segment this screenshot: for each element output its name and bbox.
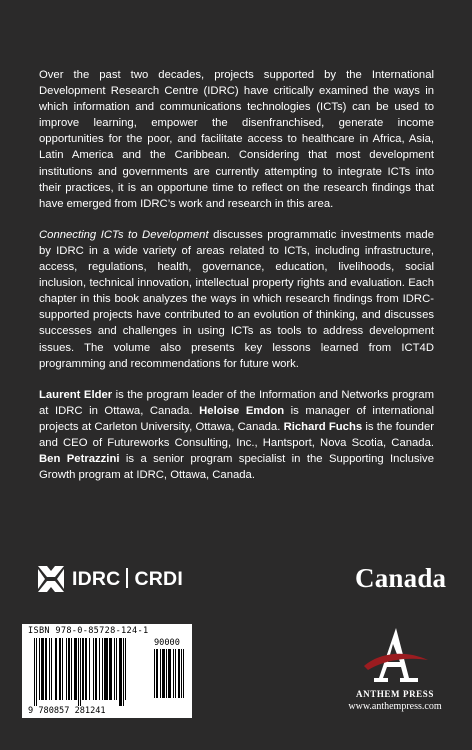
barcode-bar (123, 638, 124, 706)
price-addon-bars (154, 649, 186, 704)
author-name: Richard Fuchs (283, 420, 363, 433)
anthem-a-logo-icon (360, 626, 432, 688)
barcode-bar (93, 638, 94, 700)
barcode-bar (68, 638, 70, 700)
barcode-bar (62, 638, 63, 700)
barcode-bar (74, 638, 77, 700)
barcode-bar (34, 638, 35, 706)
barcode-bar (59, 638, 61, 700)
barcode-bar (181, 649, 182, 698)
canada-wordmark: Canada (355, 563, 447, 593)
author-bio: is manager of international projects at Carleton University, Ottawa, Canada. (39, 404, 434, 433)
barcode-bar (41, 638, 44, 700)
crdi-label: CRDI (134, 567, 183, 590)
book-title: Connecting ICTs to Development (39, 228, 209, 241)
price-code: 90000 (154, 638, 180, 648)
barcode-bar (85, 638, 87, 700)
barcode-bar (49, 638, 50, 700)
author-name: Heloise Emdon (199, 404, 285, 417)
barcode-bar (89, 638, 90, 700)
barcode-bar (175, 649, 176, 698)
author-bio: is the program leader of the Information and Networks program at IDRC in Ottawa, Canada. (39, 388, 434, 417)
author-bios (39, 387, 434, 484)
idrc-wordmark (72, 568, 183, 591)
barcode-bar (109, 638, 112, 700)
author-bio: is a senior program specialist in the Supporting Inclusive Growth program at IDRC, Ottawa, Canada. (39, 453, 434, 482)
author-name: Laurent Elder (39, 388, 113, 401)
back-cover-blurb (39, 67, 434, 483)
isbn-number: ISBN 978-0-85728-124-1 (28, 626, 149, 636)
barcode-bar (71, 638, 72, 700)
logo-divider (126, 568, 128, 588)
barcode-bar (99, 638, 100, 700)
barcode-bar (125, 638, 126, 700)
idrc-cross-icon (38, 566, 64, 592)
barcode-bar (160, 649, 161, 698)
barcode-bar (183, 649, 184, 698)
barcode-bar (116, 638, 117, 700)
ean-digits: 9 780857 281241 (28, 706, 106, 716)
author-name: Ben Petrazzini (39, 453, 120, 466)
barcode-bar (114, 638, 115, 700)
barcode-bar (166, 649, 167, 698)
barcode-bar (39, 638, 40, 700)
isbn-barcode (22, 624, 192, 718)
barcode-bar (104, 638, 108, 700)
barcode-bar (162, 649, 165, 698)
barcode-bar (168, 649, 171, 698)
barcode-bar (66, 638, 67, 700)
blurb-paragraph-1: Over the past two decades, projects supported by the International Development Research Centre (IDRC) have critically examined the ways in which information and communications technologies (ICTs) can be used to improve learning, empower the disenfranchised, generate income opportunities for the poor, and facilitate access to healthcare in Africa, Asia, Latin America and the Caribbean. Considering that most development institutions and governments are currently attempting to integrate ICTs into their practices, it is an opportune time to reflect on the research findings that have emerged from IDRC’s work and research in this area. (39, 69, 434, 210)
blurb-paragraph-2-body: discusses programmatic investments made by IDRC in a wide variety of areas related to ICTs, including infrastructure, access, regulations, health, governance, education, livelihoods, social inclusion, technical innovation, intellectual property rights and evaluation. Each chapter in this book analyzes the ways in which research findings from IDRC-supported projects have contributed to an evolution of thinking, and discusses successes and challenges in using ICTs as tools to address development issues. The volume also presents key lessons learned from ICT4D programming and recommendations for future work. (39, 228, 434, 370)
barcode-bar (36, 638, 37, 706)
barcode-bar (51, 638, 52, 700)
ean-barcode-bars (34, 638, 148, 706)
publisher-name: ANTHEM PRESS (356, 689, 434, 699)
barcode-bar (55, 638, 57, 700)
barcode-bar (80, 638, 81, 706)
author-bio: is the founder and CEO of Futureworks Consulting, Inc., Hantsport, Nova Scotia, Canada. (39, 420, 435, 449)
barcode-bar (95, 638, 97, 700)
barcode-bar (45, 638, 47, 700)
barcode-bar (178, 649, 180, 698)
publisher-url[interactable]: www.anthempress.com (348, 701, 442, 712)
barcode-bar (173, 649, 174, 698)
barcode-bar (119, 638, 122, 706)
blurb-paragraph-2 (39, 227, 434, 372)
barcode-bar (154, 649, 155, 698)
idrc-crdi-logo (38, 565, 183, 593)
barcode-bar (156, 649, 158, 698)
barcode-bar (102, 638, 103, 700)
idrc-label: IDRC (72, 567, 121, 590)
barcode-bar (82, 638, 84, 700)
barcode-bar (78, 638, 79, 706)
